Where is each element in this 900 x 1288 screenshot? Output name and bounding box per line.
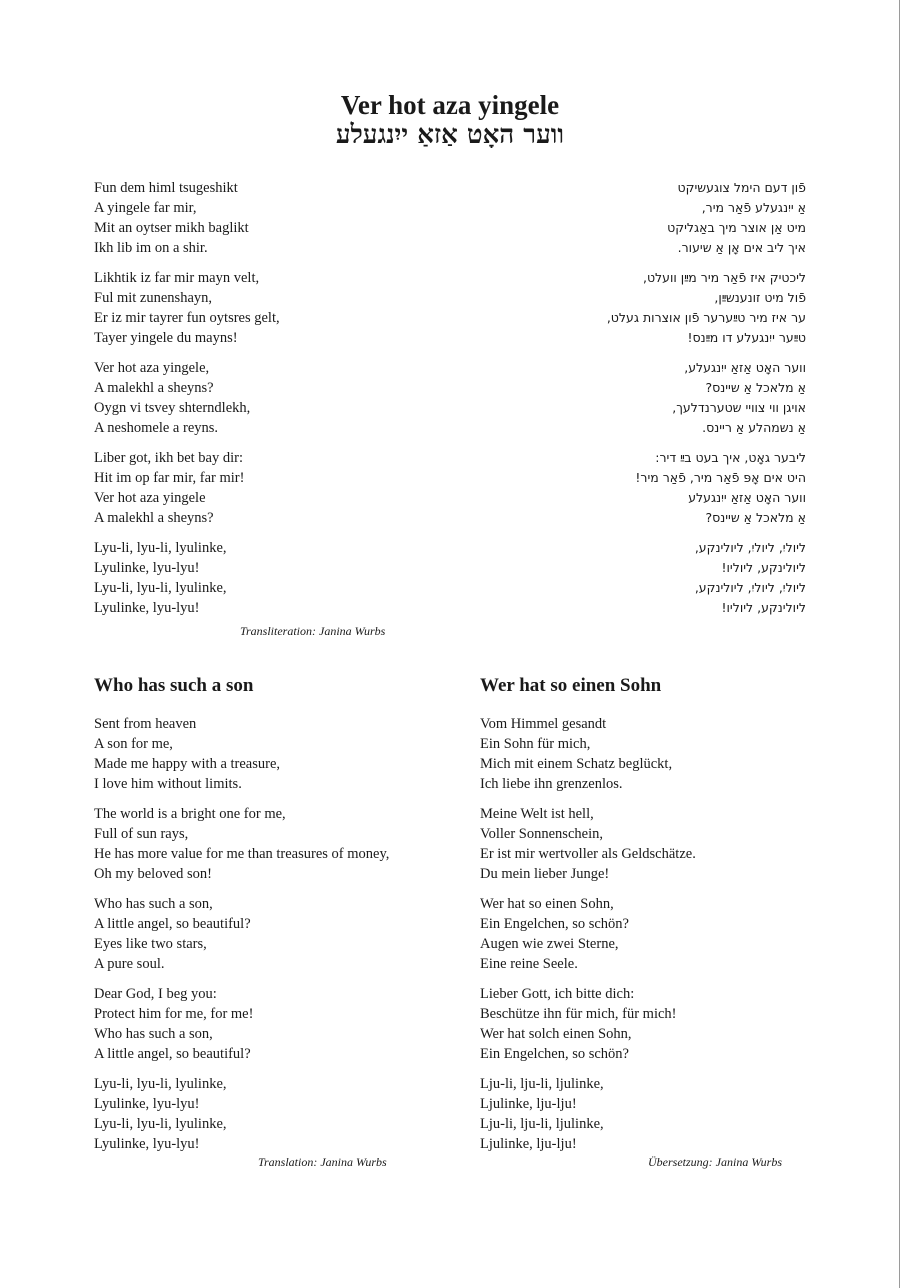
verse-line: A malekhl a sheyns?	[94, 380, 214, 396]
stanza	[94, 804, 454, 884]
verse-line: פֿול מיט זונענשײַן,	[714, 290, 806, 305]
verse-line: Oygn vi tsvey shterndlekh,	[94, 400, 251, 416]
verse-line: איך ליב אים אָן אַ שיעור.	[677, 240, 806, 255]
verse-line: Lyu-li, lyu-li, lyulinke,	[94, 580, 227, 596]
verse-line: Lju-li, lju-li, ljulinke,	[480, 1116, 604, 1132]
transliteration-credit: Transliteration: Janina Wurbs	[240, 624, 386, 638]
verse-line: ווער האָט אַזאַ ייִנגעלע,	[684, 360, 806, 375]
verse-line: A yingele far mir,	[94, 200, 197, 216]
german-heading: Wer hat so einen Sohn	[480, 675, 662, 696]
verse-line: טײַער ייִנגעלע דו מײַנס!	[687, 330, 806, 345]
verse-line: Augen wie zwei Sterne,	[480, 936, 619, 952]
stanza	[480, 714, 840, 794]
verse-line: ווער האָט אַזאַ ייִנגעלע	[688, 490, 806, 505]
verse-line: Ich liebe ihn grenzenlos.	[480, 776, 623, 792]
verse-line: ליולינקע, ליוליו!	[721, 560, 806, 575]
song-title-yiddish: ווער האָט אַזאַ ייִנגעלע	[335, 120, 565, 150]
verse-line: A pure soul.	[94, 956, 165, 972]
stanza	[456, 268, 806, 348]
verse-line: Liber got, ikh bet bay dir:	[94, 450, 243, 466]
stanza	[456, 358, 806, 438]
verse-line: Voller Sonnenschein,	[480, 826, 603, 842]
verse-line: Ikh lib im on a shir.	[94, 240, 208, 256]
song-title-latin: Ver hot aza yingele	[340, 90, 560, 120]
verse-line: פֿון דעם הימל צוגעשיקט	[677, 180, 806, 195]
stanza	[94, 358, 444, 438]
verse-line: Ljulinke, lju-lju!	[480, 1136, 577, 1152]
verse-line: Ful mit zunenshayn,	[94, 290, 213, 306]
stanza	[480, 1074, 840, 1154]
stanza	[94, 178, 444, 258]
verse-line: Lju-li, lju-li, ljulinke,	[480, 1076, 604, 1092]
verse-line: Wer hat solch einen Sohn,	[480, 1026, 632, 1042]
stanza	[480, 984, 840, 1064]
verse-line: Lyulinke, lyu-lyu!	[94, 600, 200, 616]
stanza	[456, 178, 806, 258]
verse-line: Lyulinke, lyu-lyu!	[94, 1136, 200, 1152]
verse-line: Mit an oytser mikh baglikt	[94, 220, 249, 236]
verse-line: Tayer yingele du mayns!	[94, 330, 238, 346]
verse-line: אַ מלאכל אַ שיינס?	[705, 510, 806, 525]
verse-line: ליוליִ, ליוליִ, ליולינקע,	[694, 540, 806, 555]
verse-line: Lyu-li, lyu-li, lyulinke,	[94, 1076, 227, 1092]
stanza	[480, 804, 840, 884]
verse-line: אַ מלאכל אַ שיינס?	[705, 380, 806, 395]
verse-line: I love him without limits.	[94, 776, 242, 792]
verse-line: Dear God, I beg you:	[94, 986, 217, 1002]
stanza	[480, 894, 840, 974]
verse-line: היט אים אָפּ פֿאַר מיר, פֿאַר מיר!	[635, 470, 806, 485]
verse-line: Full of sun rays,	[94, 826, 189, 842]
verse-line: Wer hat so einen Sohn,	[480, 896, 614, 912]
verse-line: Ljulinke, lju-lju!	[480, 1096, 577, 1112]
stanza	[94, 538, 444, 618]
verse-line: He has more value for me than treasures of money,	[94, 846, 390, 862]
verse-line: A malekhl a sheyns?	[94, 510, 214, 526]
verse-line: Er iz mir tayrer fun oytsres gelt,	[94, 310, 280, 326]
verse-line: Lyulinke, lyu-lyu!	[94, 560, 200, 576]
yiddish-column	[456, 178, 806, 628]
verse-line: Eyes like two stars,	[94, 936, 207, 952]
verse-line: Meine Welt ist hell,	[480, 806, 594, 822]
verse-line: ער איז מיר טײַערער פֿון אוצרות געלט,	[606, 310, 806, 325]
verse-line: מיט אַן אוצר מיך באַגליקט	[667, 220, 806, 235]
verse-line: Who has such a son,	[94, 1026, 213, 1042]
verse-line: Likhtik iz far mir mayn velt,	[94, 270, 260, 286]
verse-line: Du mein lieber Junge!	[480, 866, 610, 882]
verse-line: Vom Himmel gesandt	[480, 716, 607, 732]
verse-line: Ver hot aza yingele	[94, 490, 206, 506]
stanza	[94, 448, 444, 528]
verse-line: ליבער גאָט, איך בעט בײַ דיר:	[655, 450, 806, 465]
german-translation-credit: Übersetzung: Janina Wurbs	[648, 1155, 782, 1169]
verse-line: A neshomele a reyns.	[94, 420, 219, 436]
verse-line: Mich mit einem Schatz beglückt,	[480, 756, 673, 772]
verse-line: Eine reine Seele.	[480, 956, 578, 972]
verse-line: Who has such a son,	[94, 896, 213, 912]
stanza	[456, 448, 806, 528]
verse-line: A little angel, so beautiful?	[94, 916, 251, 932]
title-block	[0, 90, 900, 150]
verse-line: אויגן ווי צוויי שטערנדלעך,	[672, 400, 806, 415]
verse-line: Lyulinke, lyu-lyu!	[94, 1096, 200, 1112]
verse-line: Ein Engelchen, so schön?	[480, 1046, 629, 1062]
translation-credit: Translation: Janina Wurbs	[258, 1155, 387, 1169]
verse-line: Er ist mir wertvoller als Geldschätze.	[480, 846, 696, 862]
verse-line: Beschütze ihn für mich, für mich!	[480, 1006, 677, 1022]
verse-line: ליולינקע, ליוליו!	[721, 600, 806, 615]
german-column	[480, 714, 840, 1164]
transliteration-column	[94, 178, 444, 628]
verse-line: ליכטיק איז פֿאַר מיר מײַן וועלט,	[642, 270, 806, 285]
verse-line: Protect him for me, for me!	[94, 1006, 254, 1022]
verse-line: אַ נשמהלע אַ ריינס.	[702, 420, 806, 435]
verse-line: The world is a bright one for me,	[94, 806, 286, 822]
verse-line: Made me happy with a treasure,	[94, 756, 281, 772]
verse-line: Lyu-li, lyu-li, lyulinke,	[94, 540, 227, 556]
verse-line: A little angel, so beautiful?	[94, 1046, 251, 1062]
stanza	[94, 268, 444, 348]
verse-line: Fun dem himl tsugeshikt	[94, 180, 238, 196]
verse-line: Ein Engelchen, so schön?	[480, 916, 629, 932]
verse-line: Oh my beloved son!	[94, 866, 212, 882]
verse-line: A son for me,	[94, 736, 173, 752]
stanza	[456, 538, 806, 618]
verse-line: Lieber Gott, ich bitte dich:	[480, 986, 635, 1002]
verse-line: אַ ייִנגעלע פֿאַר מיר,	[701, 200, 806, 215]
verse-line: Ver hot aza yingele,	[94, 360, 210, 376]
verse-line: Sent from heaven	[94, 716, 197, 732]
verse-line: Ein Sohn für mich,	[480, 736, 591, 752]
verse-line: Lyu-li, lyu-li, lyulinke,	[94, 1116, 227, 1132]
stanza	[94, 894, 454, 974]
english-heading: Who has such a son	[94, 675, 254, 696]
english-column	[94, 714, 454, 1164]
stanza	[94, 714, 454, 794]
stanza	[94, 984, 454, 1064]
verse-line: Hit im op far mir, far mir!	[94, 470, 245, 486]
verse-line: ליוליִ, ליוליִ, ליולינקע,	[694, 580, 806, 595]
stanza	[94, 1074, 454, 1154]
